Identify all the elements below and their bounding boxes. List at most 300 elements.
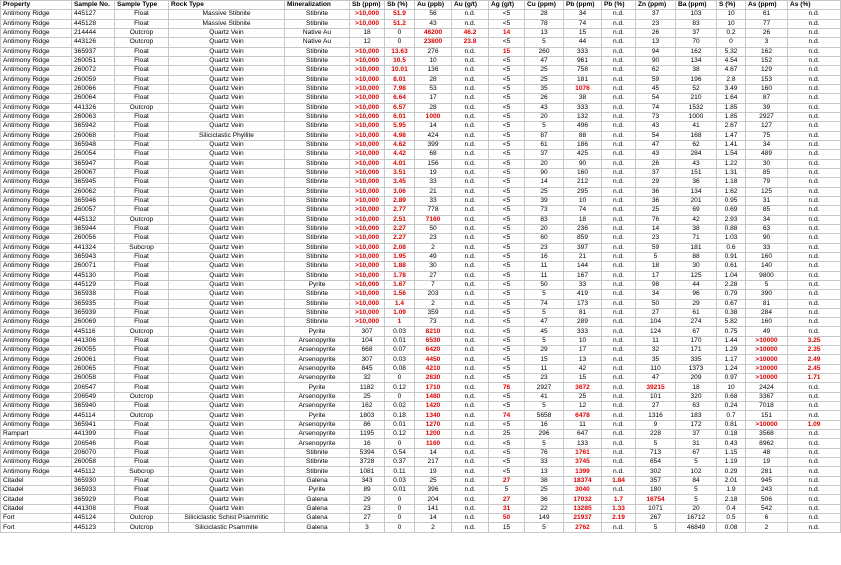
table-cell: 0.68	[717, 392, 746, 401]
table-cell: 0.97	[717, 374, 746, 383]
table-cell: 489	[746, 150, 788, 159]
table-cell: 0.79	[717, 290, 746, 299]
table-cell: Antimony Ridge	[1, 243, 72, 252]
table-cell: 144	[564, 262, 602, 271]
table-cell: Quartz Vein	[169, 178, 285, 187]
table-cell: Galena	[285, 495, 350, 504]
table-cell: Arsenopyrite	[285, 374, 350, 383]
table-cell: Antimony Ridge	[1, 10, 72, 19]
table-cell: 37	[676, 430, 717, 439]
table-cell: 5	[525, 402, 564, 411]
table-cell: <5	[489, 439, 525, 448]
table-cell: <5	[489, 364, 525, 373]
table-row	[1, 299, 841, 308]
table-cell: Pyrite	[285, 486, 350, 495]
table-cell: 87	[746, 94, 788, 103]
table-cell: 34	[636, 290, 676, 299]
table-cell: Stibnite	[285, 467, 350, 476]
table-cell: n.d.	[602, 486, 636, 495]
table-cell: >10,000	[350, 159, 385, 168]
table-cell: Float	[115, 252, 169, 261]
table-cell: 0.08	[717, 523, 746, 532]
table-cell: Quartz Vein	[169, 318, 285, 327]
table-cell: Galena	[285, 523, 350, 532]
table-cell: n.d.	[602, 271, 636, 280]
table-cell: n.d.	[788, 430, 841, 439]
table-cell: Quartz Vein	[169, 495, 285, 504]
table-cell: Quartz Vein	[169, 336, 285, 345]
table-cell: Quartz Vein	[169, 448, 285, 457]
table-cell: 647	[564, 430, 602, 439]
table-cell: 29	[525, 346, 564, 355]
table-cell: 43	[676, 159, 717, 168]
table-cell: n.d.	[788, 243, 841, 252]
table-cell: n.d.	[602, 224, 636, 233]
table-cell: 10.01	[385, 66, 415, 75]
table-cell: 54	[636, 131, 676, 140]
table-cell: Float	[115, 402, 169, 411]
table-row	[1, 66, 841, 75]
table-cell: n.d.	[788, 215, 841, 224]
table-cell: 38	[676, 66, 717, 75]
table-cell: 12	[564, 402, 602, 411]
table-cell: 0	[385, 504, 415, 513]
table-cell: 3	[350, 523, 385, 532]
table-row	[1, 159, 841, 168]
table-cell: 129	[746, 66, 788, 75]
table-cell: Stibnite	[285, 178, 350, 187]
table-cell: Float	[115, 430, 169, 439]
table-cell: Stibnite	[285, 140, 350, 149]
table-row	[1, 374, 841, 383]
table-cell: n.d.	[602, 131, 636, 140]
table-cell: Float	[115, 19, 169, 28]
table-cell: 51.9	[385, 10, 415, 19]
table-cell: 71	[676, 234, 717, 243]
table-cell: 153	[746, 75, 788, 84]
table-cell: 1270	[415, 420, 452, 429]
table-cell: Native Au	[285, 28, 350, 37]
table-cell: 424	[415, 131, 452, 140]
table-cell: Antimony Ridge	[1, 47, 72, 56]
table-row	[1, 476, 841, 485]
table-cell: n.d.	[788, 19, 841, 28]
table-cell: Float	[115, 355, 169, 364]
table-cell: 74	[525, 299, 564, 308]
table-cell: >10,000	[350, 318, 385, 327]
table-cell: 25	[350, 392, 385, 401]
table-cell: Float	[115, 346, 169, 355]
table-cell: Float	[115, 458, 169, 467]
table-cell: Quartz Vein	[169, 439, 285, 448]
table-row	[1, 448, 841, 457]
table-cell: 37	[636, 168, 676, 177]
table-cell: 365941	[72, 420, 115, 429]
table-cell: 54	[636, 94, 676, 103]
table-cell: 26	[636, 28, 676, 37]
table-cell: 50	[415, 224, 452, 233]
table-cell: 13285	[564, 504, 602, 513]
table-cell: Pyrite	[285, 411, 350, 420]
table-cell: 84	[676, 476, 717, 485]
table-cell: Antimony Ridge	[1, 364, 72, 373]
table-cell: Stibnite	[285, 234, 350, 243]
table-cell: Antimony Ridge	[1, 467, 72, 476]
table-cell: 320	[676, 392, 717, 401]
table-cell: 654	[636, 458, 676, 467]
table-cell: n.d.	[452, 122, 489, 131]
table-cell: >10,000	[350, 122, 385, 131]
table-cell: 34	[746, 140, 788, 149]
table-cell: 31	[746, 196, 788, 205]
table-cell: 1316	[636, 411, 676, 420]
table-cell: Antimony Ridge	[1, 38, 72, 47]
table-cell: 2.27	[385, 224, 415, 233]
table-cell: n.d.	[602, 262, 636, 271]
table-cell: Quartz Vein	[169, 140, 285, 149]
table-cell: n.d.	[602, 430, 636, 439]
table-cell: <5	[489, 215, 525, 224]
table-cell: 1.41	[717, 140, 746, 149]
table-cell: 333	[564, 103, 602, 112]
table-cell: 47	[636, 374, 676, 383]
table-cell: <5	[489, 94, 525, 103]
table-cell: <5	[489, 178, 525, 187]
table-cell: 2	[746, 523, 788, 532]
table-cell: 74	[564, 206, 602, 215]
table-cell: n.d.	[602, 308, 636, 317]
table-row	[1, 523, 841, 532]
table-cell: 18	[350, 28, 385, 37]
table-cell: 0	[385, 495, 415, 504]
table-cell: Outcrop	[115, 38, 169, 47]
table-cell: 27	[489, 476, 525, 485]
table-cell: >10,000	[350, 84, 385, 93]
table-cell: Float	[115, 336, 169, 345]
table-cell: Arsenopyrite	[285, 364, 350, 373]
table-cell: n.d.	[788, 150, 841, 159]
table-cell: Quartz Vein	[169, 280, 285, 289]
table-row	[1, 150, 841, 159]
table-cell: 0	[385, 523, 415, 532]
table-cell: 29	[676, 299, 717, 308]
table-cell: 160	[746, 84, 788, 93]
table-cell: 27	[636, 308, 676, 317]
table-cell: 496	[564, 122, 602, 131]
table-cell: 59	[636, 75, 676, 84]
table-cell: Quartz Vein	[169, 206, 285, 215]
table-cell: 31	[489, 504, 525, 513]
table-cell: 0.07	[385, 346, 415, 355]
table-cell: 204	[415, 495, 452, 504]
table-cell: Antimony Ridge	[1, 420, 72, 429]
table-cell: Siliciclastic Psammite	[169, 523, 285, 532]
table-cell: Float	[115, 271, 169, 280]
table-cell: n.d.	[602, 178, 636, 187]
table-cell: n.d.	[788, 486, 841, 495]
table-cell: <5	[489, 308, 525, 317]
table-row	[1, 280, 841, 289]
table-cell: 29	[636, 178, 676, 187]
table-cell: Quartz Vein	[169, 159, 285, 168]
table-cell: <5	[489, 103, 525, 112]
table-cell: Stibnite	[285, 252, 350, 261]
column-header: Sample No.	[72, 1, 115, 10]
table-cell: 22	[525, 504, 564, 513]
table-cell: n.d.	[452, 439, 489, 448]
table-cell: 5	[676, 458, 717, 467]
table-row	[1, 252, 841, 261]
table-cell: 39215	[636, 383, 676, 392]
table-cell: n.d.	[602, 252, 636, 261]
table-cell: >10000	[746, 355, 788, 364]
table-cell: 7	[415, 280, 452, 289]
table-cell: 151	[746, 411, 788, 420]
table-cell: 1.71	[788, 374, 841, 383]
table-cell: 21937	[564, 514, 602, 523]
table-cell: Quartz Vein	[169, 486, 285, 495]
table-row	[1, 308, 841, 317]
table-cell: 365938	[72, 290, 115, 299]
table-cell: Antimony Ridge	[1, 196, 72, 205]
table-cell: 2.08	[385, 243, 415, 252]
table-cell: 333	[564, 47, 602, 56]
table-cell: n.d.	[602, 140, 636, 149]
table-cell: 2.18	[717, 495, 746, 504]
table-cell: 3.25	[788, 336, 841, 345]
table-cell: 260051	[72, 56, 115, 65]
table-cell: Quartz Vein	[169, 252, 285, 261]
table-cell: 28	[415, 103, 452, 112]
table-row	[1, 10, 841, 19]
table-cell: 365943	[72, 252, 115, 261]
table-cell: 23	[636, 19, 676, 28]
table-cell: n.d.	[602, 103, 636, 112]
table-cell: 156	[415, 159, 452, 168]
table-cell: <5	[489, 327, 525, 336]
table-cell: <5	[489, 84, 525, 93]
table-cell: 49	[415, 252, 452, 261]
table-cell: 5	[525, 308, 564, 317]
table-cell: 15	[489, 47, 525, 56]
column-header: Ba (ppm)	[676, 1, 717, 10]
table-cell: n.d.	[788, 299, 841, 308]
table-cell: 26	[636, 159, 676, 168]
table-cell: >10,000	[350, 243, 385, 252]
table-cell: 104	[636, 318, 676, 327]
table-cell: n.d.	[452, 299, 489, 308]
table-cell: <5	[489, 66, 525, 75]
table-cell: <5	[489, 448, 525, 457]
table-cell: 333	[564, 327, 602, 336]
table-cell: 98	[636, 280, 676, 289]
table-cell: Arsenopyrite	[285, 439, 350, 448]
table-cell: 32	[636, 346, 676, 355]
table-cell: 1373	[676, 364, 717, 373]
table-cell: 141	[415, 504, 452, 513]
table-cell: 2.89	[385, 196, 415, 205]
table-cell: Stibnite	[285, 94, 350, 103]
table-cell: n.d.	[452, 243, 489, 252]
table-cell: 4.54	[717, 56, 746, 65]
table-cell: >10,000	[350, 47, 385, 56]
table-cell: 260064	[72, 94, 115, 103]
table-cell: 13.63	[385, 47, 415, 56]
table-cell: 25	[525, 66, 564, 75]
table-cell: 14	[489, 28, 525, 37]
table-cell: n.d.	[788, 290, 841, 299]
table-cell: Antimony Ridge	[1, 28, 72, 37]
table-cell: 132	[564, 112, 602, 121]
table-cell: 0	[717, 38, 746, 47]
table-cell: 1.47	[717, 131, 746, 140]
table-cell: 23.8	[452, 38, 489, 47]
table-cell: 445123	[72, 523, 115, 532]
table-cell: >10,000	[350, 280, 385, 289]
table-cell: n.d.	[602, 439, 636, 448]
table-cell: n.d.	[602, 392, 636, 401]
table-cell: <5	[489, 19, 525, 28]
table-cell: 62	[676, 140, 717, 149]
table-cell: Float	[115, 122, 169, 131]
table-cell: 0.02	[385, 402, 415, 411]
table-cell: 18	[676, 383, 717, 392]
table-cell: 284	[746, 308, 788, 317]
table-cell: 133	[564, 439, 602, 448]
table-cell: Galena	[285, 504, 350, 513]
table-cell: 43	[415, 19, 452, 28]
table-cell: Stibnite	[285, 66, 350, 75]
table-cell: 0.43	[717, 439, 746, 448]
table-cell: <5	[489, 420, 525, 429]
table-cell: 27	[415, 271, 452, 280]
table-cell: 136	[415, 66, 452, 75]
table-cell: 2.19	[602, 514, 636, 523]
table-cell: 81	[564, 308, 602, 317]
table-cell: 365946	[72, 196, 115, 205]
table-cell: Float	[115, 280, 169, 289]
table-cell: 3040	[564, 486, 602, 495]
table-cell: 2424	[746, 383, 788, 392]
table-cell: >10,000	[350, 252, 385, 261]
table-cell: n.d.	[452, 420, 489, 429]
table-row	[1, 271, 841, 280]
table-cell: 23800	[415, 38, 452, 47]
table-cell: Quartz Vein	[169, 103, 285, 112]
table-cell: 0.61	[717, 262, 746, 271]
table-row	[1, 243, 841, 252]
table-cell: Stibnite	[285, 458, 350, 467]
table-cell: Float	[115, 178, 169, 187]
table-row	[1, 178, 841, 187]
table-body	[1, 10, 841, 532]
table-cell: 4.98	[385, 131, 415, 140]
table-cell: <5	[489, 290, 525, 299]
table-cell: 45	[525, 327, 564, 336]
table-cell: 60	[525, 234, 564, 243]
table-cell: 1.78	[385, 271, 415, 280]
table-cell: Pyrite	[285, 327, 350, 336]
table-cell: 160	[564, 168, 602, 177]
table-cell: Quartz Vein	[169, 262, 285, 271]
table-cell: 50	[525, 280, 564, 289]
column-header: Sb (%)	[385, 1, 415, 10]
table-cell: 307	[350, 355, 385, 364]
table-cell: n.d.	[788, 252, 841, 261]
table-cell: 5.82	[717, 318, 746, 327]
table-cell: n.d.	[788, 402, 841, 411]
table-cell: 0.67	[717, 299, 746, 308]
table-cell: 0.18	[385, 411, 415, 420]
table-row	[1, 439, 841, 448]
table-row	[1, 28, 841, 37]
table-cell: 10	[415, 56, 452, 65]
table-cell: n.d.	[452, 392, 489, 401]
table-cell: Antimony Ridge	[1, 355, 72, 364]
table-cell: n.d.	[788, 318, 841, 327]
column-header: S (%)	[717, 1, 746, 10]
table-cell: 5.95	[385, 122, 415, 131]
table-cell: 16754	[636, 495, 676, 504]
table-cell: >10,000	[350, 103, 385, 112]
table-cell: 1000	[415, 112, 452, 121]
table-cell: 0	[385, 392, 415, 401]
table-cell: 103	[676, 10, 717, 19]
table-cell: Stibnite	[285, 299, 350, 308]
table-cell: Fort	[1, 523, 72, 532]
table-cell: 2.27	[385, 234, 415, 243]
table-cell: 96	[676, 290, 717, 299]
table-cell: 0.88	[717, 224, 746, 233]
table-cell: 445130	[72, 271, 115, 280]
table-cell: 37	[525, 150, 564, 159]
table-cell: >10000	[746, 374, 788, 383]
table-cell: Stibnite	[285, 215, 350, 224]
table-cell: n.d.	[452, 430, 489, 439]
table-cell: 397	[564, 243, 602, 252]
table-cell: Antimony Ridge	[1, 402, 72, 411]
table-cell: n.d.	[788, 224, 841, 233]
table-cell: n.d.	[602, 411, 636, 420]
table-row	[1, 94, 841, 103]
table-cell: 6420	[415, 346, 452, 355]
table-cell: 1.04	[717, 271, 746, 280]
table-cell: 33	[415, 178, 452, 187]
table-cell: n.d.	[788, 159, 841, 168]
table-cell: 203	[415, 290, 452, 299]
table-cell: 25	[636, 206, 676, 215]
table-cell: Quartz Vein	[169, 215, 285, 224]
table-cell: 23	[415, 234, 452, 243]
table-cell: 83	[676, 19, 717, 28]
table-cell: 445129	[72, 280, 115, 289]
table-cell: n.d.	[452, 523, 489, 532]
table-cell: n.d.	[452, 467, 489, 476]
table-cell: n.d.	[602, 56, 636, 65]
table-cell: 14	[415, 122, 452, 131]
table-cell: Outcrop	[115, 327, 169, 336]
table-cell: n.d.	[452, 308, 489, 317]
table-cell: 52	[676, 84, 717, 93]
table-cell: n.d.	[602, 523, 636, 532]
table-cell: Antimony Ridge	[1, 75, 72, 84]
table-cell: 134	[676, 56, 717, 65]
table-cell: 36	[636, 187, 676, 196]
table-cell: 42	[676, 215, 717, 224]
table-cell: 125	[676, 271, 717, 280]
table-cell: 61	[676, 308, 717, 317]
table-cell: 1761	[564, 448, 602, 457]
